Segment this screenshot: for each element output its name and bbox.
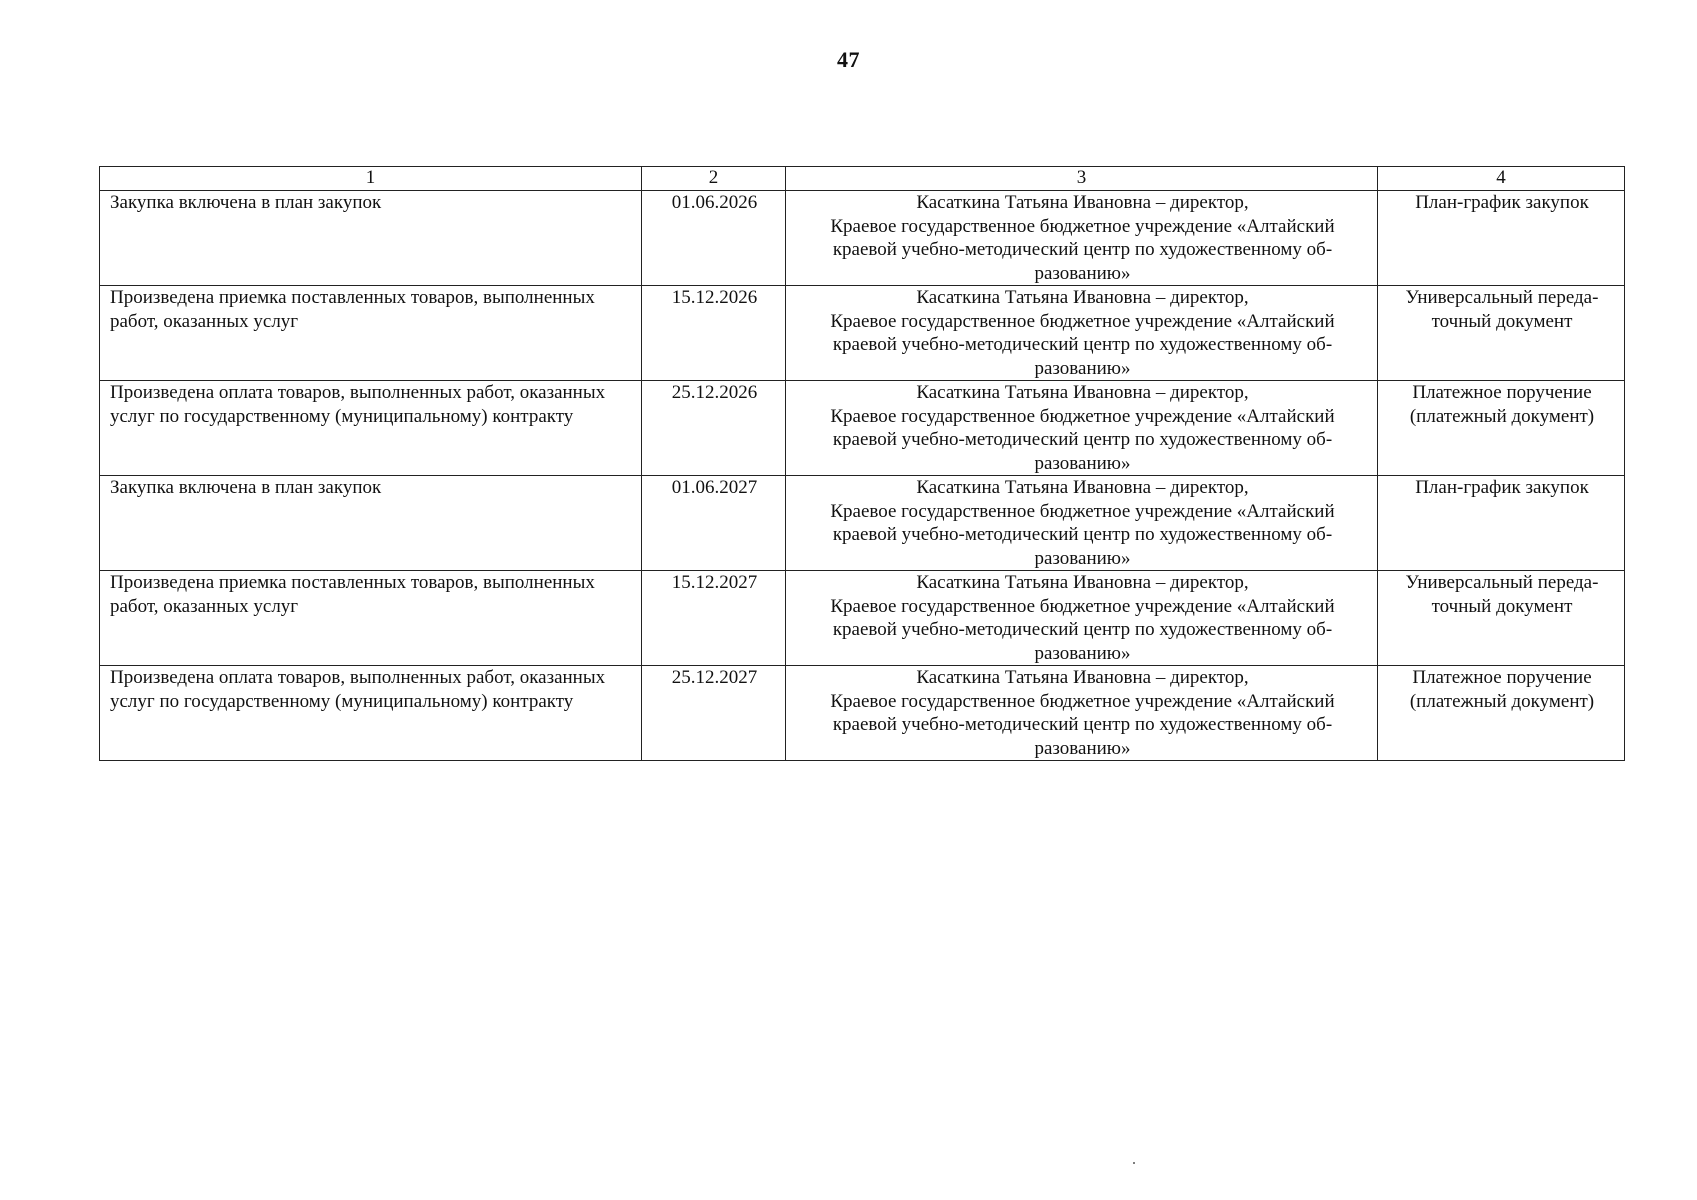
table-row	[100, 571, 1625, 666]
table-row	[100, 381, 1625, 476]
responsible-cell	[786, 381, 1378, 476]
column-header-4: 4	[1378, 167, 1625, 191]
date-cell: 15.12.2026	[642, 286, 786, 381]
event-cell: Закупка включена в план закупок	[100, 476, 642, 571]
date-cell: 25.12.2026	[642, 381, 786, 476]
scan-speck	[1133, 1162, 1135, 1164]
document-cell: План-график закупок	[1378, 476, 1625, 571]
event-cell: Произведена оплата товаров, выполненных работ, оказанных услуг по государственному (муниципальному) контракту	[100, 381, 642, 476]
table-header-row	[100, 167, 1625, 191]
column-header-3: 3	[786, 167, 1378, 191]
responsible-name: Касаткина Татьяна Ивановна – директор,	[916, 572, 1249, 593]
responsible-organization: Краевое государственное бюджетное учреждение «Алтайский краевой учебно-методический центр по художественному образованию»	[830, 500, 1335, 569]
procurement-schedule-table	[99, 166, 1625, 761]
responsible-name: Касаткина Татьяна Ивановна – директор,	[916, 382, 1249, 403]
date-cell: 01.06.2027	[642, 476, 786, 571]
responsible-cell	[786, 476, 1378, 571]
responsible-organization: Краевое государственное бюджетное учреждение «Алтайский краевой учебно-методический центр по художественному образованию»	[830, 215, 1335, 284]
document-cell: Универсальный передаточный документ	[1378, 571, 1625, 666]
table-row	[100, 191, 1625, 286]
document-cell: Платежное поручение (платежный документ)	[1378, 381, 1625, 476]
event-cell: Закупка включена в план закупок	[100, 191, 642, 286]
responsible-organization: Краевое государственное бюджетное учреждение «Алтайский краевой учебно-методический центр по художественному образованию»	[830, 690, 1335, 759]
document-cell: Универсальный передаточный документ	[1378, 286, 1625, 381]
table-row	[100, 666, 1625, 761]
responsible-cell	[786, 666, 1378, 761]
column-header-1: 1	[100, 167, 642, 191]
event-cell: Произведена оплата товаров, выполненных работ, оказанных услуг по государственному (муниципальному) контракту	[100, 666, 642, 761]
table-row	[100, 476, 1625, 571]
date-cell: 15.12.2027	[642, 571, 786, 666]
table-row	[100, 286, 1625, 381]
page-number: 47	[837, 47, 860, 72]
responsible-organization: Краевое государственное бюджетное учреждение «Алтайский краевой учебно-методический центр по художественному образованию»	[830, 310, 1335, 379]
responsible-organization: Краевое государственное бюджетное учреждение «Алтайский краевой учебно-методический центр по художественному образованию»	[830, 405, 1335, 474]
date-cell: 01.06.2026	[642, 191, 786, 286]
responsible-cell	[786, 286, 1378, 381]
column-header-2: 2	[642, 167, 786, 191]
responsible-cell	[786, 191, 1378, 286]
responsible-cell	[786, 571, 1378, 666]
responsible-name: Касаткина Татьяна Ивановна – директор,	[916, 667, 1249, 688]
document-cell: План-график закупок	[1378, 191, 1625, 286]
event-cell: Произведена приемка поставленных товаров, выполненных работ, оказанных услуг	[100, 286, 642, 381]
responsible-name: Касаткина Татьяна Ивановна – директор,	[916, 192, 1249, 213]
date-cell: 25.12.2027	[642, 666, 786, 761]
responsible-name: Касаткина Татьяна Ивановна – директор,	[916, 287, 1249, 308]
responsible-name: Касаткина Татьяна Ивановна – директор,	[916, 477, 1249, 498]
event-cell: Произведена приемка поставленных товаров, выполненных работ, оказанных услуг	[100, 571, 642, 666]
document-cell: Платежное поручение (платежный документ)	[1378, 666, 1625, 761]
responsible-organization: Краевое государственное бюджетное учреждение «Алтайский краевой учебно-методический центр по художественному образованию»	[830, 595, 1335, 664]
